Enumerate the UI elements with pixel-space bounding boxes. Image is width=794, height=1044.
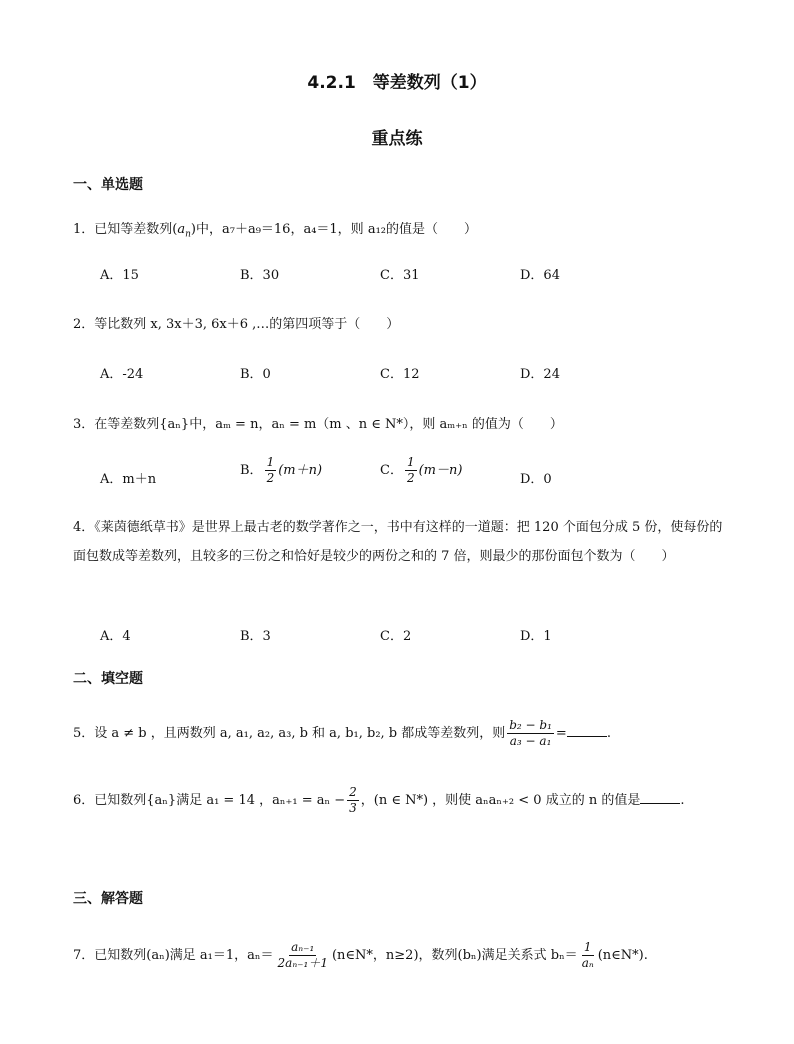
question-1-option-d[interactable]: D．64 bbox=[520, 268, 560, 283]
question-5-end: . bbox=[606, 726, 611, 741]
question-7-fraction-1 bbox=[276, 940, 330, 971]
question-4-option-a[interactable]: A．4 bbox=[100, 629, 131, 644]
question-3-option-c-fraction bbox=[405, 455, 417, 486]
question-3-option-b-tail: (m＋n) bbox=[278, 463, 323, 478]
answer-blank[interactable] bbox=[567, 725, 607, 737]
fraction-denominator: 2aₙ₋₁＋1 bbox=[277, 956, 328, 970]
question-1 bbox=[73, 218, 477, 240]
question-4-option-b[interactable]: B．3 bbox=[240, 629, 271, 644]
question-3-option-d[interactable]: D．0 bbox=[520, 472, 552, 487]
question-4-option-c[interactable]: C．2 bbox=[380, 629, 412, 644]
question-2-option-a[interactable]: A．-24 bbox=[100, 367, 144, 382]
question-1-condition: a₇＋a₉＝16，a₄＝1，则 a₁₂的值是（ ） bbox=[221, 222, 477, 237]
question-7-end: (n∈N*). bbox=[597, 948, 648, 963]
fraction-numerator: 2 bbox=[349, 785, 357, 799]
page-subtitle: 重点练 bbox=[371, 129, 423, 149]
fraction-denominator: aₙ bbox=[581, 956, 594, 970]
question-7 bbox=[73, 940, 648, 971]
question-2-option-d[interactable]: D．24 bbox=[520, 367, 560, 382]
question-3-option-c-label: C． bbox=[380, 463, 403, 478]
fraction-denominator: 3 bbox=[349, 801, 357, 815]
question-4-option-d[interactable]: D．1 bbox=[520, 629, 552, 644]
question-6 bbox=[73, 785, 684, 816]
question-1-option-a[interactable]: A．15 bbox=[100, 268, 139, 283]
question-7-mid: (n∈N*，n≥2)，数列(bₙ)满足关系式 bₙ＝ bbox=[331, 948, 578, 963]
page-title: 4.2.1 等差数列（1） bbox=[307, 73, 487, 93]
question-6-prefix: 6．已知数列{aₙ}满足 a₁ = 14 ，aₙ₊₁ = aₙ − bbox=[73, 793, 346, 808]
fraction-denominator: a₃ − a₁ bbox=[509, 734, 552, 748]
question-3-option-b-label: B． bbox=[240, 463, 263, 478]
fraction-numerator: b₂ − b₁ bbox=[509, 718, 552, 732]
question-5-equals: = bbox=[555, 726, 567, 741]
question-6-suffix: ，(n ∈ N*) ，则使 aₙaₙ₊₂ < 0 成立的 n 的值是 bbox=[360, 793, 641, 808]
section-heading-fill-blank: 二、填空题 bbox=[73, 671, 143, 687]
question-1-option-c[interactable]: C．31 bbox=[380, 268, 420, 283]
fraction-numerator: 1 bbox=[406, 455, 415, 469]
fraction-denominator: 2 bbox=[406, 471, 415, 485]
question-1-mid: )中， bbox=[190, 222, 222, 237]
fraction-numerator: 1 bbox=[583, 940, 592, 954]
question-2-option-b[interactable]: B．0 bbox=[240, 367, 271, 382]
answer-blank[interactable] bbox=[640, 792, 680, 804]
question-6-fraction bbox=[347, 785, 359, 816]
question-3-option-c[interactable] bbox=[380, 455, 462, 486]
question-5-prefix: 5．设 a ≠ b ，且两数列 a, a₁, a₂, a₃, b 和 a, b₁, b₂, b 都成等差数列，则 bbox=[73, 726, 506, 741]
question-3-option-b[interactable] bbox=[240, 455, 322, 486]
question-5 bbox=[73, 718, 611, 749]
question-1-option-b[interactable]: B．30 bbox=[240, 268, 280, 283]
section-heading-single-choice: 一、单选题 bbox=[73, 177, 143, 193]
section-heading-solution: 三、解答题 bbox=[73, 891, 143, 907]
fraction-denominator: 2 bbox=[266, 471, 275, 485]
question-7-prefix: 7．已知数列(aₙ)满足 a₁＝1，aₙ＝ bbox=[73, 948, 274, 963]
question-5-fraction bbox=[507, 718, 554, 749]
question-1-prefix: 1．已知等差数列( bbox=[73, 222, 178, 237]
question-4: 4．《莱茵德纸草书》是世界上最古老的数学著作之一，书中有这样的一道题：把 120 个面包分成 5 份，使每份的面包数成等差数列，且较多的三份之和恰好是较少的两份之和的 7 倍，则最少的那份面包个数为（ ） bbox=[73, 520, 723, 564]
question-6-end: . bbox=[680, 793, 685, 808]
question-3-option-b-fraction bbox=[265, 455, 277, 486]
question-1-seq-sub: n bbox=[185, 229, 191, 240]
question-2-option-c[interactable]: C．12 bbox=[380, 367, 420, 382]
question-1-seq: a bbox=[177, 222, 186, 237]
question-3-option-a[interactable]: A．m＋n bbox=[100, 472, 157, 487]
question-7-fraction-2 bbox=[580, 940, 596, 971]
question-2: 2．等比数列 x, 3x＋3, 6x＋6 ,…的第四项等于（ ） bbox=[73, 317, 400, 332]
fraction-numerator: aₙ₋₁ bbox=[291, 940, 315, 954]
question-3: 3．在等差数列{aₙ}中，aₘ = n，aₙ = m（m 、n ∈ N*），则 aₘ₊ₙ 的值为（ ） bbox=[73, 417, 563, 432]
question-3-option-c-tail: (m－n) bbox=[418, 463, 463, 478]
fraction-numerator: 1 bbox=[266, 455, 275, 469]
